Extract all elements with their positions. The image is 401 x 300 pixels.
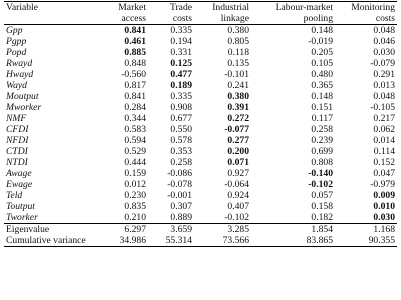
loading-cell: 0.200	[227, 145, 249, 157]
row-label: Hwayd	[6, 68, 34, 80]
loading-cell: 0.808	[311, 156, 333, 168]
row-label: Pgpp	[6, 35, 27, 47]
loading-cell: 0.030	[373, 46, 395, 58]
summary-cell: 90.355	[368, 234, 395, 246]
table-row	[4, 157, 397, 168]
table-row	[4, 102, 397, 113]
row-label: Popd	[6, 46, 27, 58]
summary-cell: 34.986	[119, 234, 146, 246]
summary-cell: 55.314	[165, 234, 192, 246]
table-row	[4, 36, 397, 47]
header-linkage: linkage	[194, 13, 251, 25]
header-costs: costs	[148, 13, 194, 25]
loading-cell: 0.927	[227, 167, 249, 179]
loading-cell: -0.064	[224, 178, 249, 190]
loading-cell: 0.353	[170, 145, 192, 157]
table-row	[4, 135, 397, 146]
row-label: Rwayd	[6, 57, 33, 69]
row-label: CTDI	[6, 145, 28, 157]
loading-cell: 0.159	[124, 167, 146, 179]
row-label: Ewage	[6, 178, 33, 190]
loading-cell: 0.148	[311, 24, 333, 36]
factor-loadings-table	[4, 1, 397, 247]
header-access: access	[92, 13, 148, 25]
loading-cell: 0.012	[124, 178, 146, 190]
table-row	[4, 146, 397, 157]
table-row	[4, 69, 397, 80]
header-variable: Variable	[6, 2, 38, 14]
row-label: NTDI	[6, 156, 28, 168]
header-trade: Trade	[169, 2, 192, 14]
loading-cell: -0.078	[167, 178, 192, 190]
loading-cell: 0.594	[124, 134, 146, 146]
header-labour-market: Labour-market	[275, 2, 333, 14]
loading-cell: 0.529	[124, 145, 146, 157]
loading-cell: 0.284	[124, 101, 146, 113]
loading-cell: -0.077	[224, 123, 249, 135]
loading-cell: 0.391	[227, 101, 249, 113]
loading-cell: 0.258	[311, 123, 333, 135]
eigenvalue-row	[4, 224, 397, 236]
loading-cell: 0.380	[227, 90, 249, 102]
loading-cell: 0.817	[124, 79, 146, 91]
loading-cell: 0.380	[227, 24, 249, 36]
table-row	[4, 190, 397, 201]
loading-cell: 0.105	[311, 57, 333, 69]
row-label: Awage	[6, 167, 32, 179]
loading-cell: 0.030	[373, 211, 395, 223]
row-label: Mworker	[6, 101, 42, 113]
loading-cell: 0.277	[227, 134, 249, 146]
loading-cell: 0.230	[124, 189, 146, 201]
loading-cell: 0.118	[227, 46, 249, 58]
loading-cell: -0.560	[121, 68, 146, 80]
loading-cell: -0.019	[308, 35, 333, 47]
loading-cell: 0.365	[311, 79, 333, 91]
summary-cell: 1.168	[335, 224, 397, 236]
loading-cell: 0.272	[227, 112, 249, 124]
table-row	[4, 201, 397, 212]
table-row	[4, 179, 397, 190]
row-label: NFDI	[6, 134, 29, 146]
summary-cell: 6.297	[92, 224, 148, 236]
loading-cell: 0.217	[373, 112, 395, 124]
header-market: Market	[118, 2, 146, 14]
loading-cell: 0.885	[124, 46, 146, 58]
loading-cell: 0.444	[124, 156, 146, 168]
header-row-1	[4, 2, 397, 14]
summary-cell: 3.285	[194, 224, 251, 236]
loading-cell: 0.291	[373, 68, 395, 80]
row-label: Toutput	[6, 200, 35, 212]
loading-cell: 0.158	[311, 200, 333, 212]
loading-cell: 0.205	[311, 46, 333, 58]
table-row	[4, 168, 397, 179]
loading-cell: 0.151	[311, 101, 333, 113]
loading-cell: 0.841	[124, 24, 146, 36]
loading-cell: 0.117	[311, 112, 333, 124]
loading-cell: 0.924	[227, 189, 249, 201]
loading-cell: 0.048	[373, 24, 395, 36]
loading-cell: 0.699	[311, 145, 333, 157]
header-monitoring-costs: costs	[335, 13, 397, 25]
loading-cell: 0.331	[170, 46, 192, 58]
loading-cell: 0.013	[373, 79, 395, 91]
loading-cell: 0.841	[124, 90, 146, 102]
row-label: NMF	[6, 112, 27, 124]
table-row	[4, 80, 397, 91]
loading-cell: 0.114	[373, 145, 395, 157]
loading-cell: 0.048	[373, 90, 395, 102]
loading-cell: 0.062	[373, 123, 395, 135]
row-label: CFDI	[6, 123, 29, 135]
loading-cell: -0.101	[224, 68, 249, 80]
loading-cell: 0.182	[311, 211, 333, 223]
loading-cell: 0.578	[170, 134, 192, 146]
table-row	[4, 25, 397, 37]
table-row	[4, 47, 397, 58]
loading-cell: 0.889	[170, 211, 192, 223]
loading-cell: 0.848	[124, 57, 146, 69]
loading-cell: -0.086	[167, 167, 192, 179]
header-industrial: Industrial	[212, 2, 249, 14]
table-body	[4, 25, 397, 247]
summary-cell: 1.854	[251, 224, 335, 236]
loading-cell: 0.152	[373, 156, 395, 168]
row-label: Wayd	[6, 79, 27, 91]
loading-cell: 0.009	[373, 189, 395, 201]
loading-cell: -0.140	[308, 167, 333, 179]
header-pooling: pooling	[251, 13, 335, 25]
summary-label: Cumulative variance	[6, 234, 86, 246]
header-monitoring: Monitoring	[351, 2, 395, 14]
loading-cell: 0.135	[227, 57, 249, 69]
row-label: Gpp	[6, 24, 23, 36]
cumulative-variance-row	[4, 235, 397, 247]
summary-cell: 3.659	[148, 224, 194, 236]
loading-cell: 0.407	[227, 200, 249, 212]
loading-cell: 0.805	[227, 35, 249, 47]
loading-cell: 0.057	[311, 189, 333, 201]
loading-cell: 0.148	[311, 90, 333, 102]
loading-cell: 0.258	[170, 156, 192, 168]
loading-cell: 0.047	[373, 167, 395, 179]
loading-cell: 0.071	[227, 156, 249, 168]
loading-cell: -0.102	[224, 211, 249, 223]
loading-cell: 0.335	[170, 90, 192, 102]
loading-cell: 0.344	[124, 112, 146, 124]
table-row	[4, 212, 397, 224]
loading-cell: 0.014	[373, 134, 395, 146]
loading-cell: 0.239	[311, 134, 333, 146]
loading-cell: 0.335	[170, 24, 192, 36]
loading-cell: 0.908	[170, 101, 192, 113]
row-label: Moutput	[6, 90, 39, 102]
loading-cell: 0.583	[124, 123, 146, 135]
loading-cell: -0.105	[370, 101, 395, 113]
loading-cell: 0.835	[124, 200, 146, 212]
loading-cell: 0.480	[311, 68, 333, 80]
table-row	[4, 58, 397, 69]
loading-cell: 0.210	[124, 211, 146, 223]
loading-cell: 0.477	[170, 68, 192, 80]
loading-cell: -0.979	[370, 178, 395, 190]
table-row	[4, 91, 397, 102]
loading-cell: 0.677	[170, 112, 192, 124]
summary-label: Eigenvalue	[4, 224, 92, 236]
header-variable-sub	[4, 13, 92, 25]
loading-cell: 0.461	[124, 35, 146, 47]
loading-cell: -0.001	[167, 189, 192, 201]
row-label: Teld	[6, 189, 23, 201]
loading-cell: 0.194	[170, 35, 192, 47]
loading-cell: -0.079	[370, 57, 395, 69]
loading-cell: 0.307	[170, 200, 192, 212]
loading-cell: 0.125	[170, 57, 192, 69]
loading-cell: -0.102	[308, 178, 333, 190]
row-label: Tworker	[6, 211, 38, 223]
loading-cell: 0.046	[373, 35, 395, 47]
table-row	[4, 124, 397, 135]
loading-cell: 0.189	[170, 79, 192, 91]
summary-cell: 73.566	[222, 234, 249, 246]
loading-cell: 0.550	[170, 123, 192, 135]
loading-cell: 0.241	[227, 79, 249, 91]
summary-cell: 83.865	[306, 234, 333, 246]
table-header	[4, 2, 397, 25]
loading-cell: 0.010	[373, 200, 395, 212]
header-row-2	[4, 13, 397, 25]
table-row	[4, 113, 397, 124]
